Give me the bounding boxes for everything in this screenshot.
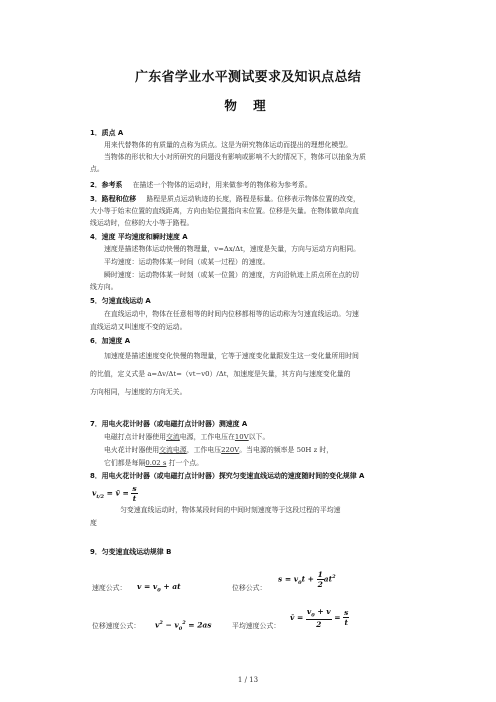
underlined-term: 交流 [166, 433, 180, 441]
section-3-text: 大小等于始末位置的直线距离，方向由始位置指向末位置。位移是矢量。在物体做单向直 [90, 207, 359, 215]
text-span: 它们都是每隔 [104, 459, 146, 467]
average-velocity-formula-label: 平均速度公式： [232, 622, 281, 630]
section-4-text: 平均速度：运动物体某一时间（或某一过程）的速度。 [104, 258, 270, 266]
section-2-text: 在描述一个物体的运动时，用来做参考的物体称为参考系。 [132, 181, 312, 189]
text-span: 电磁打点计时器使用 [104, 433, 167, 441]
section-7-line-3 [104, 459, 203, 468]
section-1-text: 点。 [90, 165, 104, 173]
text-span: 以下。 [248, 433, 270, 441]
section-7-heading: 7．用电火花计时器（或电磁打点计时器）测速度 A [90, 420, 248, 428]
section-5-text: 在直线运动中，物体在任意相等的时间内位移都相等的运动称为匀速直线运动。匀速 [104, 310, 359, 318]
underlined-term: 交流电源 [159, 446, 187, 454]
section-4-text: 速度是描述物体运动快慢的物理量，v=Δx/Δt，速度是矢量，方向与运动方向相同。 [104, 245, 360, 253]
underlined-term: 10V [234, 433, 249, 441]
text-span: 电源，工作电压在 [179, 433, 235, 441]
section-4-text: 线方向。 [90, 283, 118, 291]
section-2-heading: 2．参考系 [90, 181, 123, 189]
section-9-heading: 9．匀变速直线运动规律 B [90, 548, 172, 556]
section-6-text: 加速度是描述速度变化快慢的物理量，它等于速度变化量跟发生这一变化量所用时间 [104, 352, 359, 360]
mid-time-velocity-formula: $v_{t/2}$ = v̄ = $\frac{s}{t}$ [92, 484, 137, 503]
section-1-text: 用来代替物体的有质量的点称为质点。这是为研究物体运动而提出的理想化模型。 [104, 141, 353, 149]
text-span: 。当电源的频率是 50H z 时， [239, 446, 334, 454]
subject-title: 物 理 [224, 98, 272, 113]
section-8-heading: 8．用电火花计时器（或电磁打点计时器）探究匀变速直线运动的速度随时间的变化规律 A [90, 472, 365, 480]
section-6-heading: 6．加速度 A [90, 337, 131, 345]
text-span: ，工作电压 [186, 446, 222, 454]
section-8-text: 匀变速直线运动时，物体某段时间的中间时刻速度等于这段过程的平均速 [120, 506, 341, 514]
section-6-text: 方向相同，与速度的方向无关。 [90, 388, 187, 396]
underlined-term: 0.02 s [145, 459, 167, 467]
velocity-formula: $v = v_0$ + at [137, 582, 181, 594]
underlined-term: 220V [221, 446, 240, 454]
section-7-line-2 [104, 446, 333, 455]
section-1-text: 当物体的形状和大小对所研究的问题没有影响或影响不大的情况下，物体可以抽象为质 [104, 153, 366, 161]
section-1-heading: 1．质点 A [90, 129, 124, 137]
section-3-text: 路程是质点运动轨迹的长度，路程是标量。位移表示物体位置的改变， [146, 195, 360, 203]
velocity-displacement-formula: $v^2 - v_0^2 = 2as$ [155, 620, 212, 632]
section-8-text: 度 [90, 519, 97, 527]
text-span: 打一个点。 [166, 459, 204, 467]
section-5-text: 直线运动又叫速度不变的运动。 [90, 323, 187, 331]
velocity-formula-label: 速度公式： [92, 584, 127, 592]
section-3-heading: 3．路程和位移 [90, 195, 137, 203]
section-2 [90, 181, 312, 190]
text-span: 电火花计时器使用 [104, 446, 160, 454]
displacement-formula: $s = v_0t$ + $\frac{1}{2}$ $at^2$ [278, 570, 336, 589]
page-number: 1 / 13 [237, 676, 259, 684]
section-3-text: 线运动时，位移的大小等于路程。 [90, 219, 194, 227]
section-4-text: 瞬时速度：运动物体某一时刻（或某一位置）的速度，方向沿轨迹上质点所在点的切 [104, 271, 359, 279]
average-velocity-formula: v̄ = $\frac{v_0 + v}{2}$ = $\frac{s}{t}$ [290, 607, 349, 629]
velocity-displacement-formula-label: 位移速度公式： [92, 622, 141, 630]
section-5-heading: 5．匀速直线运动 A [90, 297, 151, 305]
document-title: 广东省学业水平测试要求及知识点总结 [134, 70, 362, 85]
displacement-formula-label: 位移公式： [232, 584, 267, 592]
section-4-heading: 4．速度 平均速度和瞬时速度 A [90, 233, 188, 241]
section-7-line-1 [104, 433, 269, 442]
section-3 [90, 195, 360, 204]
section-6-text: 的比值，定义式是 a=Δv/Δt=（vt−v0）/Δt，加速度是矢量，其方向与速度变化量的 [90, 370, 351, 378]
